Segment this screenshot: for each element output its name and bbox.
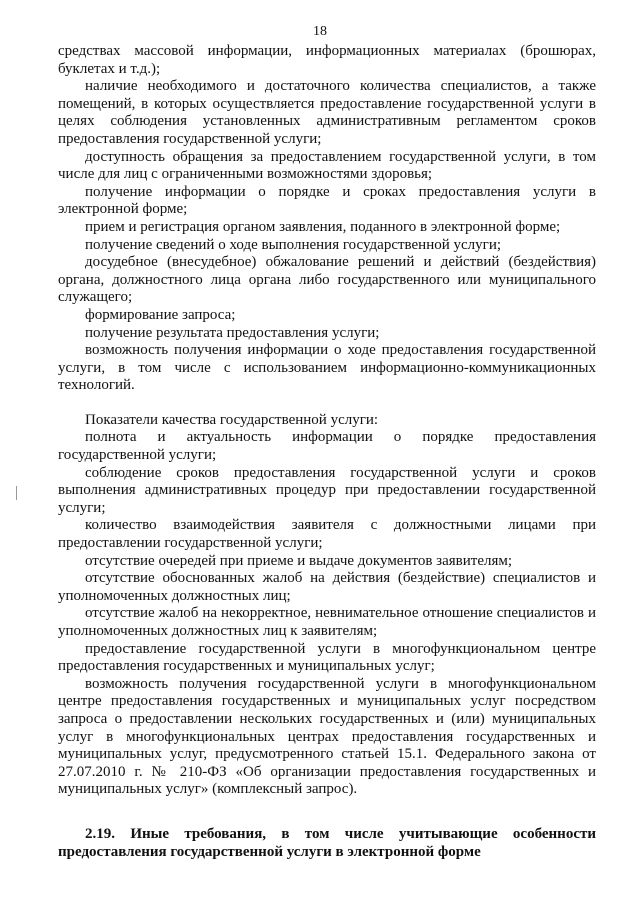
quality-section-title: Показатели качества государственной услуги: — [85, 411, 379, 428]
quality-item: возможность получения государственной услуги в многофункциональном центре предоставления государственных и муниципальных услуг посредством запроса о предоставлении нескольких государственных и (или) муниципальных услуг в многофункциональных центрах предоставления государственных и муниципальных услуг, предусмотренного статьей 15.1. Федерального закона от 27.07.2010 г. № 210-ФЗ «Об организации предоставления государственных и муниципальных услуг» (комплексный запрос). — [58, 675, 596, 798]
paragraph-accessibility: доступность обращения за предоставлением государственной услуги, в том числе для лиц с ограниченными возможностями здоровья; — [58, 148, 596, 183]
paragraph-electronic-info: получение информации о порядке и сроках предоставления услуги в электронной форме; — [58, 183, 596, 218]
page-content — [58, 43, 596, 861]
paragraph-request-forming: формирование запроса; — [85, 306, 236, 323]
paragraph-media-info: средствах массовой информации, информационных материалах (брошюрах, буклетах и т.д.); — [58, 43, 596, 77]
quality-item: отсутствие жалоб на некорректное, невнимательное отношение специалистов и уполномоченных должностных лиц к заявителям; — [58, 605, 596, 639]
paragraph-result-receipt: получение результата предоставления услуги; — [85, 324, 380, 341]
margin-mark — [16, 486, 17, 500]
spacer — [58, 799, 596, 826]
quality-item: отсутствие обоснованных жалоб на действия (бездействие) специалистов и уполномоченных должностных лиц; — [58, 570, 596, 604]
quality-item: полнота и актуальность информации о порядке предоставления государственной услуги; — [58, 429, 596, 464]
paragraph-progress-info: получение сведений о ходе выполнения государственной услуги; — [85, 236, 502, 253]
quality-item: отсутствие очередей при приеме и выдаче документов заявителям; — [85, 552, 513, 569]
paragraph-application-registration: прием и регистрация органом заявления, поданного в электронной форме; — [85, 218, 561, 235]
spacer — [58, 395, 596, 412]
section-heading: 2.19. Иные требования, в том числе учитывающие особенности предоставления государственной услуги в электронной форме — [58, 825, 596, 860]
paragraph-specialists: наличие необходимого и достаточного количества специалистов, а также помещений, в которых осуществляется предоставление государственной услуги в целях соблюдения установленных административным регламентом сроков предоставления государственной услуги; — [58, 78, 596, 147]
paragraph-appeal: досудебное (внесудебное) обжалование решений и действий (бездействия) органа, должностного лица органа либо государственного или муниципального служащего; — [58, 254, 596, 306]
quality-item: соблюдение сроков предоставления государственной услуги и сроков выполнения административных процедур при предоставлении государственной услуги; — [58, 464, 596, 516]
quality-item: предоставление государственной услуги в многофункциональном центре предоставления государственных и муниципальных услуг; — [58, 640, 596, 675]
page-number: 18 — [313, 24, 327, 39]
quality-item: количество взаимодействия заявителя с должностными лицами при предоставлении государственной услуги; — [58, 517, 596, 552]
paragraph-ict-info: возможность получения информации о ходе предоставления государственной услуги, в том числе с использованием информационно-коммуникационных технологий. — [58, 342, 596, 394]
